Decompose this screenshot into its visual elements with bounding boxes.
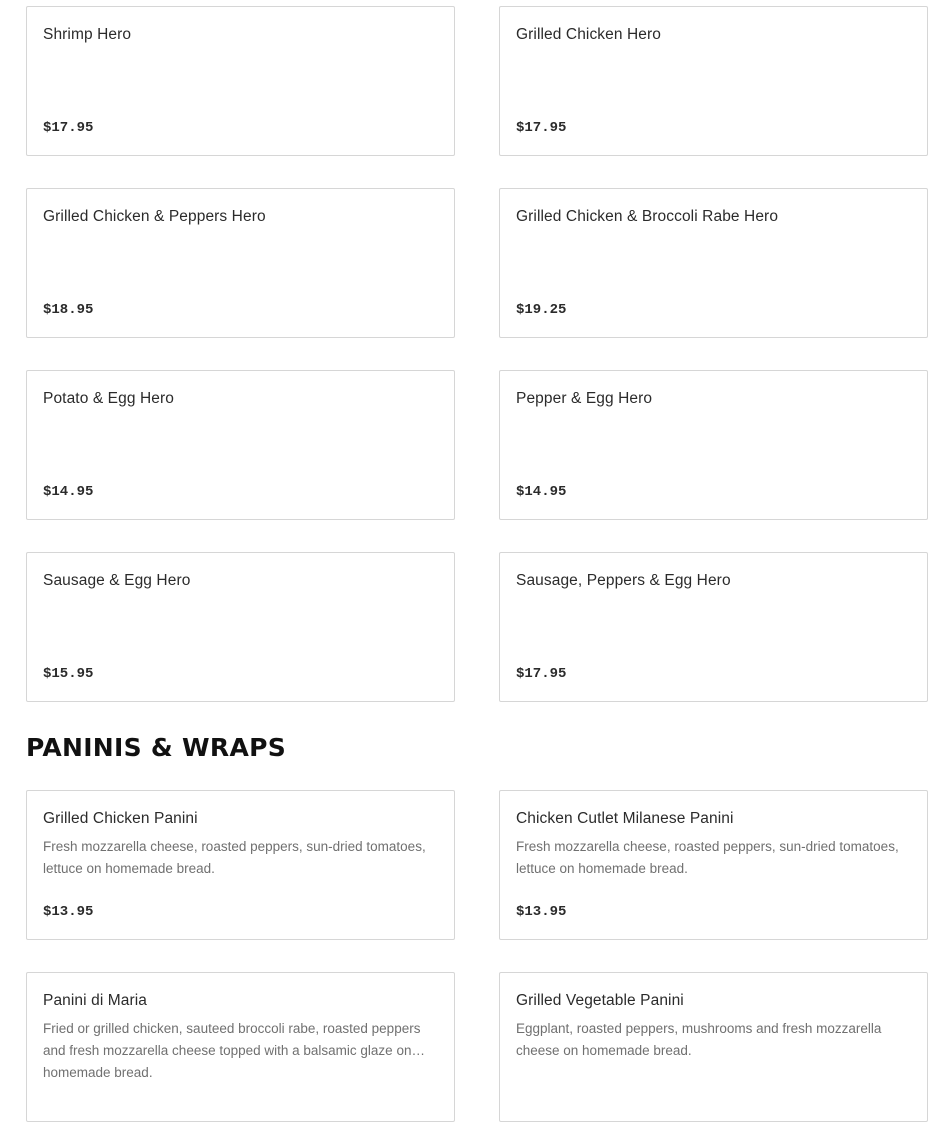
menu-item-price: $18.95 [43,302,94,318]
paninis-menu-grid [26,790,928,1122]
menu-item-name: Panini di Maria [43,992,148,1009]
menu-item-card[interactable] [499,188,928,338]
menu-item-card[interactable] [26,552,455,702]
menu-item-price: $14.95 [43,484,94,500]
menu-item-name: Sausage & Egg Hero [43,572,191,589]
menu-item-description: Fresh mozzarella cheese, roasted peppers, sun-dried tomatoes, lettuce on homemade bread. [516,839,899,876]
menu-item-card[interactable] [26,972,455,1122]
menu-item-card[interactable] [26,6,455,156]
menu-item-card[interactable] [499,972,928,1122]
menu-item-price: $13.95 [43,904,94,920]
menu-item-name: Potato & Egg Hero [43,390,174,407]
menu-item-price: $14.95 [516,484,567,500]
menu-item-name: Grilled Chicken Panini [43,810,198,827]
menu-item-name: Grilled Chicken & Broccoli Rabe Hero [516,208,779,225]
menu-item-name: Pepper & Egg Hero [516,390,653,407]
menu-item-name: Chicken Cutlet Milanese Panini [516,810,734,827]
menu-item-card[interactable] [499,370,928,520]
menu-item-description: Fresh mozzarella cheese, roasted peppers, sun-dried tomatoes, lettuce on homemade bread. [43,839,426,876]
menu-item-name: Grilled Vegetable Panini [516,992,684,1009]
menu-item-card[interactable] [499,790,928,940]
menu-item-description: Fried or grilled chicken, sauteed broccoli rabe, roasted peppers and fresh mozzarella cheese topped with a balsamic glaze on homemade bread. [43,1021,421,1080]
menu-item-name: Sausage, Peppers & Egg Hero [516,572,731,589]
menu-item-price: $17.95 [43,120,94,136]
menu-item-price: $13.95 [516,904,567,920]
menu-item-name: Shrimp Hero [43,26,132,43]
heroes-menu-grid [26,6,928,702]
menu-item-name: Grilled Chicken Hero [516,26,661,43]
menu-item-price: $15.95 [43,666,94,682]
menu-item-description: Eggplant, roasted peppers, mushrooms and fresh mozzarella cheese on homemade bread. [516,1021,882,1058]
menu-item-price: $17.95 [516,120,567,136]
menu-item-name: Grilled Chicken & Peppers Hero [43,208,266,225]
menu-item-card[interactable] [499,6,928,156]
menu-item-card[interactable] [499,552,928,702]
menu-item-price: $19.25 [516,302,567,318]
section-heading-paninis-wraps: PANINIS & WRAPS [26,733,287,762]
menu-item-card[interactable] [26,370,455,520]
menu-item-price: $17.95 [516,666,567,682]
menu-item-card[interactable] [26,188,455,338]
menu-item-card[interactable] [26,790,455,940]
